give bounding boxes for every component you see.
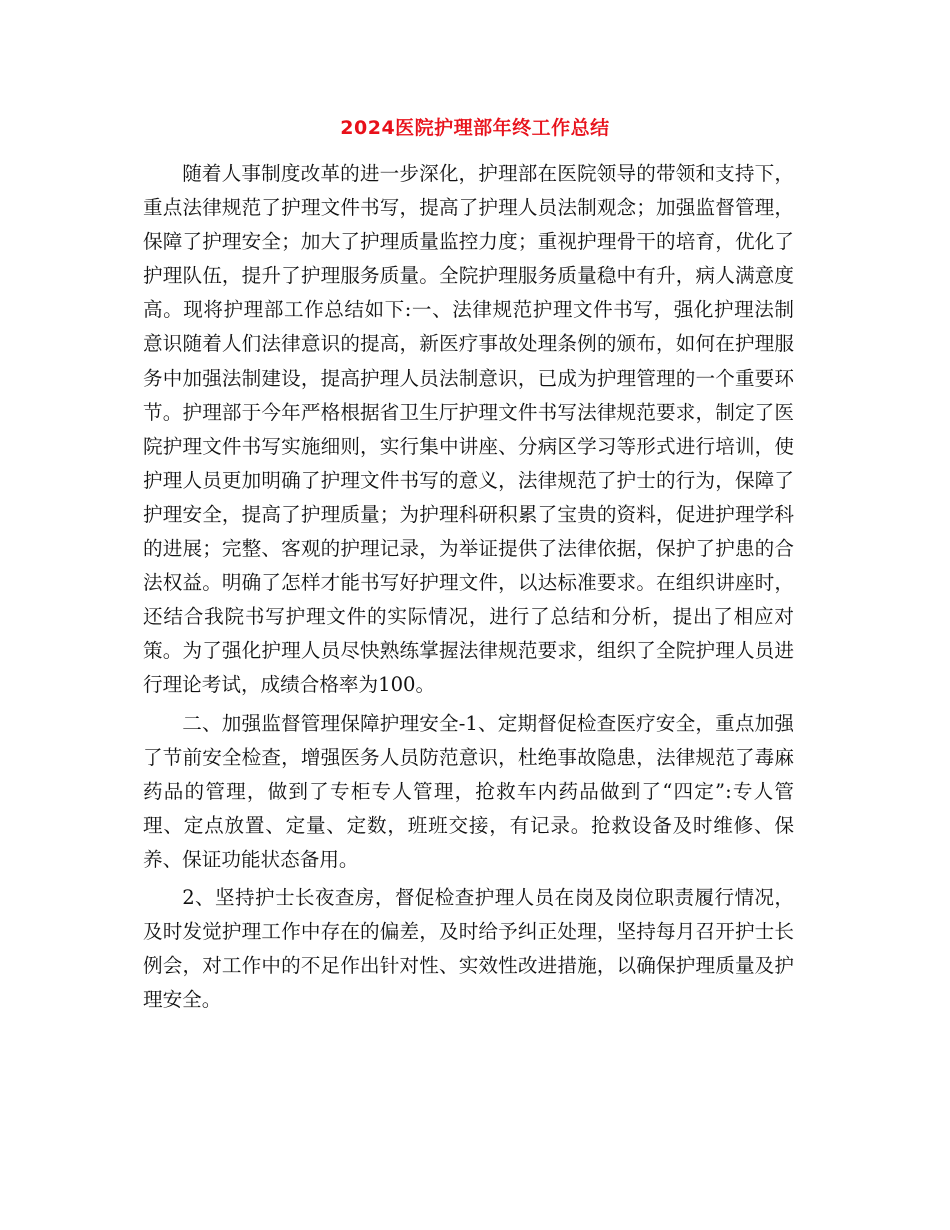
paragraph-1: 随着人事制度改革的进一步深化，护理部在医院领导的带领和支持下，重点法律规范了护理文件书写，提高了护理人员法制观念；加强监督管理，保障了护理安全；加大了护理质量监控力度；重视护理骨干的培育，优化了护理队伍，提升了护理服务质量。全院护理服务质量稳中有升，病人满意度高。现将护理部工作总结如下:一、法律规范护理文件书写，强化护理法制意识随着人们法律意识的提高，新医疗事故处理条例的颁布，如何在护理服务中加强法制建设，提高护理人员法制意识，已成为护理管理的一个重要环节。护理部于今年严格根据省卫生厅护理文件书写法律规范要求，制定了医院护理文件书写实施细则，实行集中讲座、分病区学习等形式进行培训，使护理人员更加明确了护理文件书写的意义，法律规范了护士的行为，保障了护理安全，提高了护理质量；为护理科研积累了宝贵的资料，促进护理学科的进展；完整、客观的护理记录，为举证提供了法律依据，保护了护患的合法权益。明确了怎样才能书写好护理文件，以达标准要求。在组织讲座时，还结合我院书写护理文件的实际情况，进行了总结和分析，提出了相应对策。为了强化护理人员尽快熟练掌握法律规范要求，组织了全院护理人员进行理论考试，成绩合格率为100。 <box>143 162 794 697</box>
paragraph-2: 二、加强监督管理保障护理安全-1、定期督促检查医疗安全，重点加强了节前安全检查，增强医务人员防范意识，杜绝事故隐患，法律规范了毒麻药品的管理，做到了专柜专人管理，抢救车内药品做到了“四定”:专人管理、定点放置、定量、定数，班班交接，有记录。抢救设备及时维修、保养、保证功能状态备用。 <box>143 711 794 871</box>
document-title: 2024医院护理部年终工作总结 <box>340 117 610 139</box>
document-body <box>143 157 794 1017</box>
paragraph-3: 2、坚持护士长夜查房，督促检查护理人员在岗及岗位职责履行情况，及时发觉护理工作中存在的偏差，及时给予纠正处理，坚持每月召开护士长例会，对工作中的不足作出针对性、实效性改进措施，以确保护理质量及护理安全。 <box>143 885 794 1012</box>
